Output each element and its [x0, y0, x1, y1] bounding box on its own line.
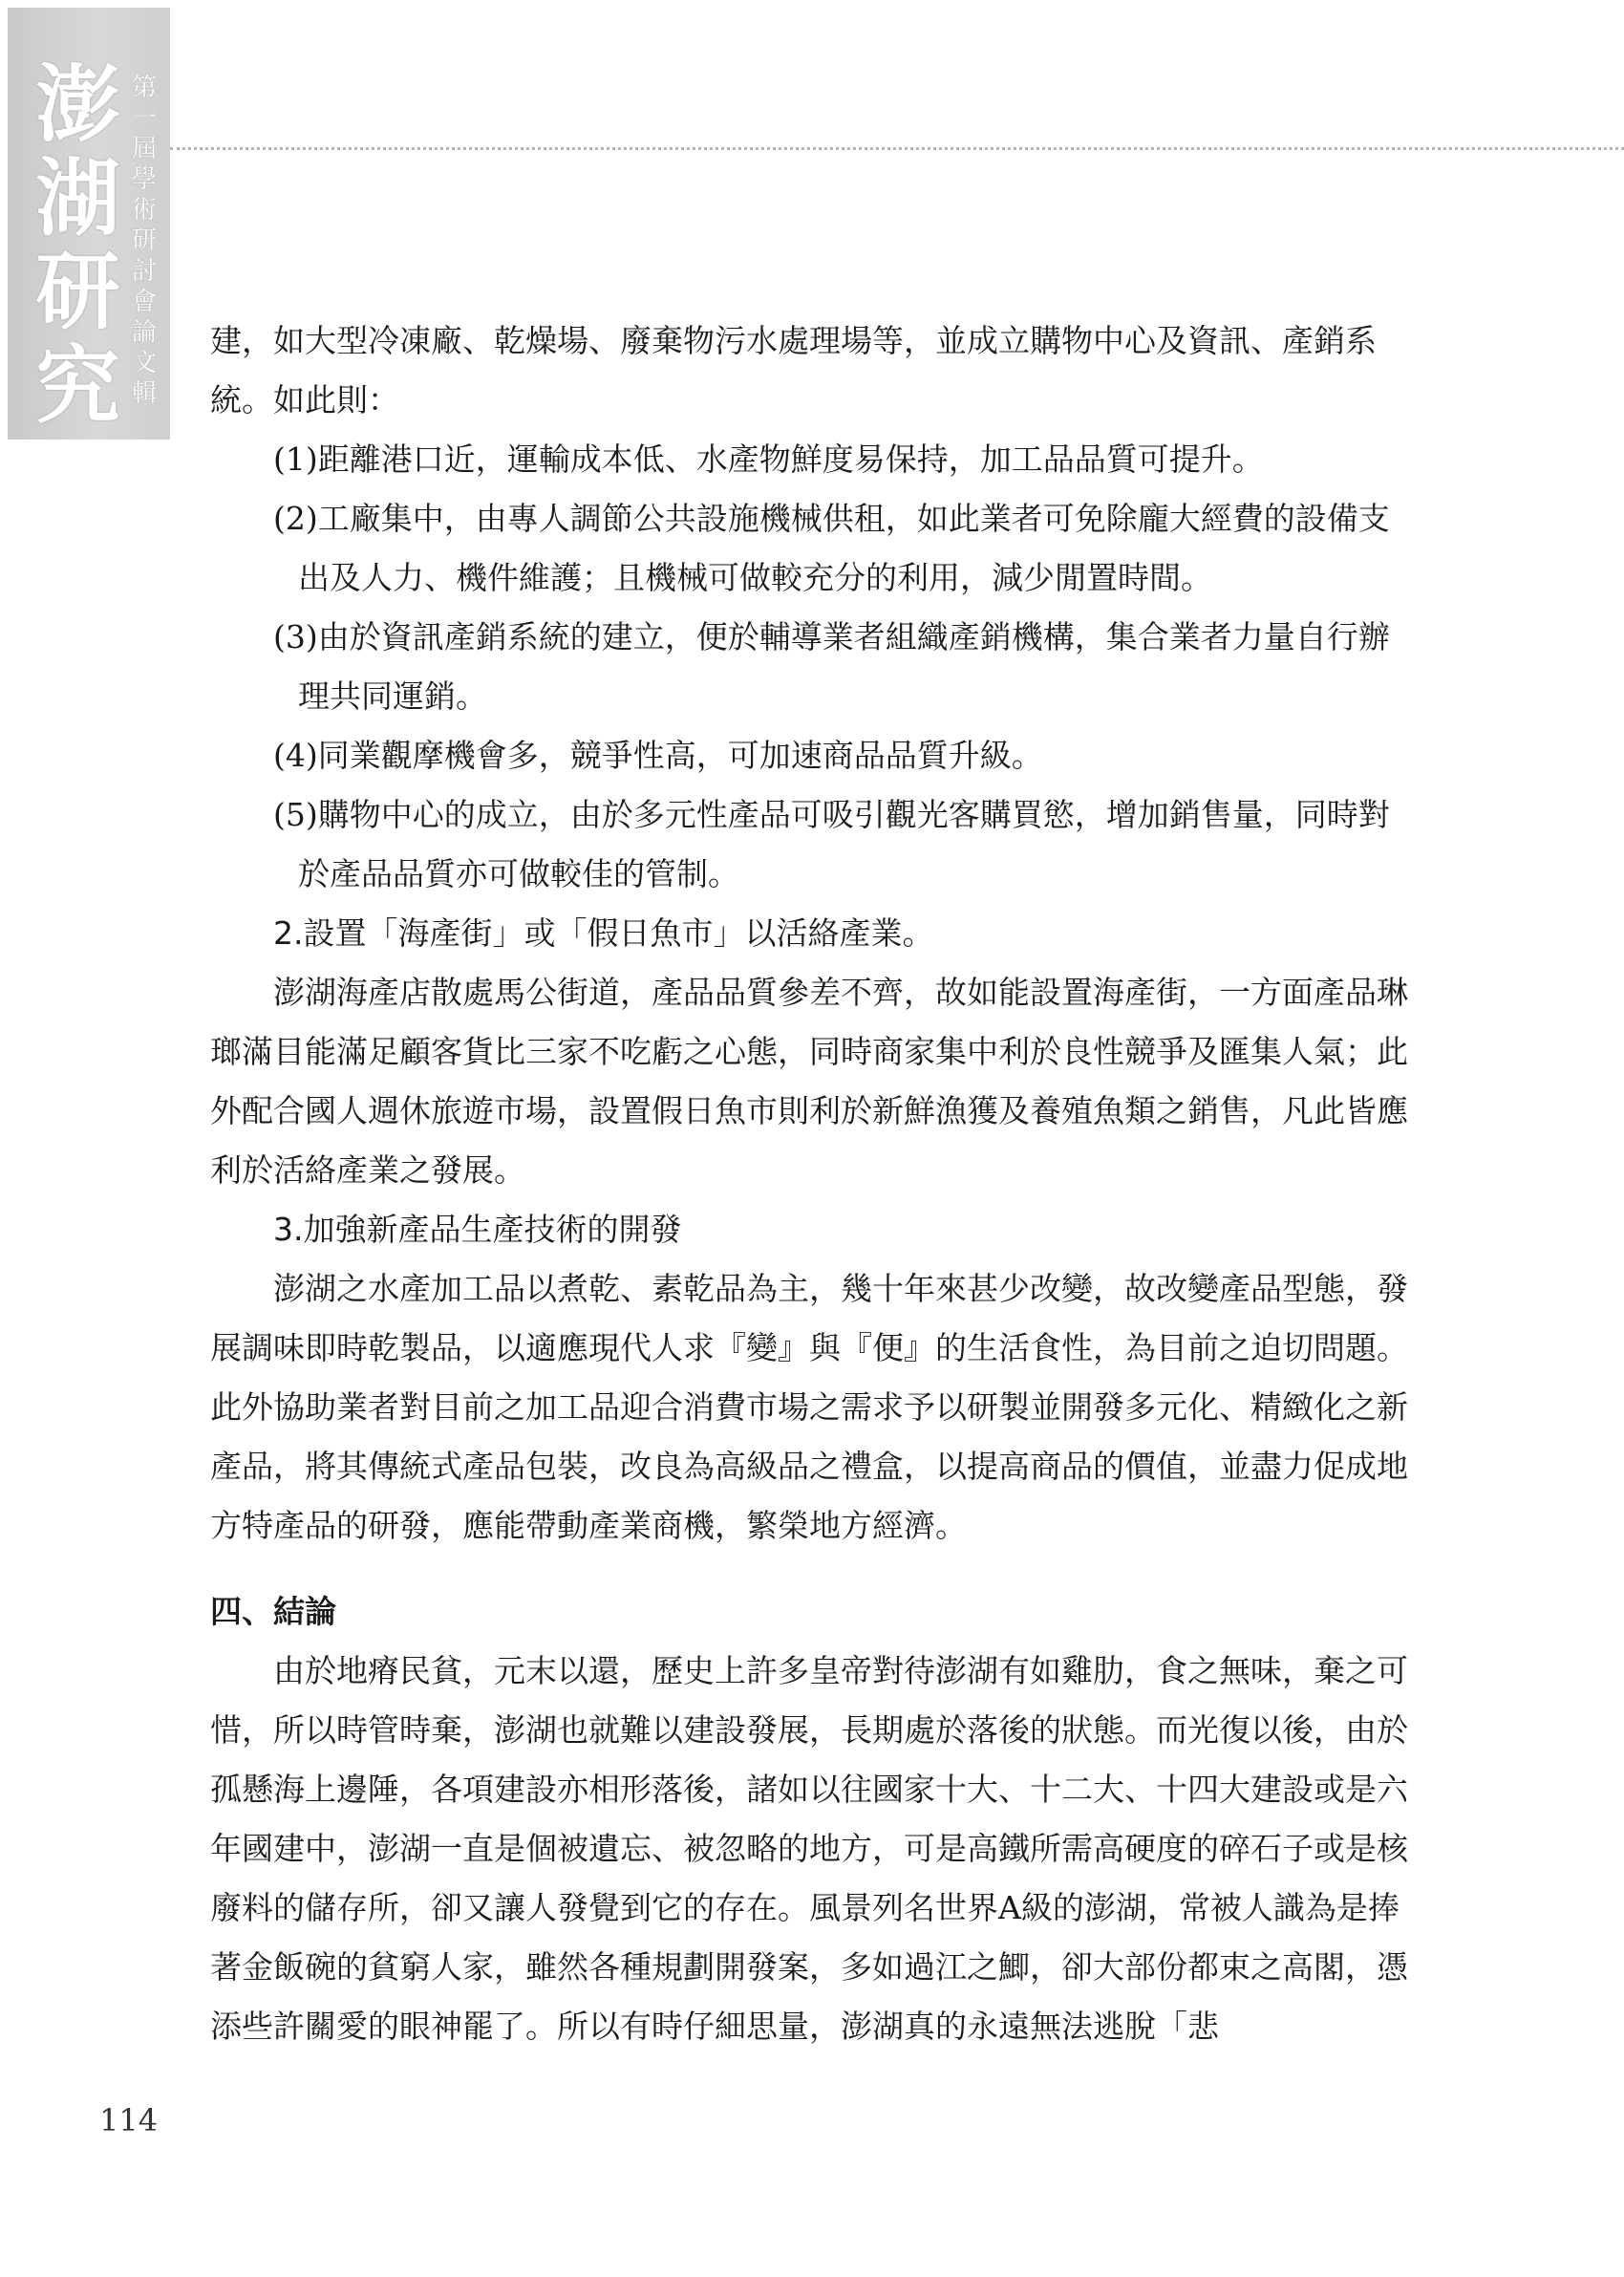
list-item: (3)由於資訊產銷系統的建立，便於輔導業者組織產銷機構，集合業者力量自行辦理共同運銷。: [273, 618, 1390, 715]
page-number: 114: [99, 2102, 159, 2138]
list-item: (1)距離港口近，運輸成本低、水產物鮮度易保持，加工品品質可提升。: [273, 440, 1264, 478]
journal-subtitle: 第一屆學術研討會論文輯: [131, 74, 157, 408]
subheading-3: 3.加強新產品生產技術的開發: [273, 1211, 682, 1248]
section-heading-conclusion: 四、結論: [210, 1593, 336, 1630]
paragraph-conclusion: 由於地瘠民貧，元末以還，歷史上許多皇帝對待澎湖有如雞肋，食之無味，棄之可惜，所以時管時棄，澎湖也就難以建設發展，長期處於落後的狀態。而光復以後，由於孤懸海上邊陲，各項建設亦相形落後，諸如以往國家十大、十二大、十四大建設或是六年國建中，澎湖一直是個被遺忘、被忽略的地方，可是高鐵所需高硬度的碎石子或是核廢料的儲存所，卻又讓人發覺到它的存在。風景列名世界A級的澎湖，常被人識為是捧著金飯碗的貧窮人家，雖然各種規劃開發案，多如過江之鯽，卻大部份都束之高閣，憑添些許關愛的眼神罷了。所以有時仔細思量，澎湖真的永遠無法逃脫「悲: [210, 1652, 1408, 2045]
paragraph-3: 澎湖之水產加工品以煮乾、素乾品為主，幾十年來甚少改變，故改變產品型態，發展調味即時乾製品，以適應現代人求『變』與『便』的生活食性，為目前之迫切問題。此外協助業者對目前之加工品迎合消費市場之需求予以研製並開發多元化、精緻化之新產品，將其傳統式產品包裝，改良為高級品之禮盒，以提高商品的價值，並盡力促成地方特產品的研發，應能帶動產業商機，繁榮地方經濟。: [210, 1270, 1408, 1544]
intro-paragraph: 建，如大型冷凍廠、乾燥場、廢棄物污水處理場等，並成立購物中心及資訊、產銷系統。如此則：: [210, 322, 1377, 419]
subheading-2: 2.設置「海產街」或「假日魚市」以活絡產業。: [273, 914, 934, 952]
journal-title: 澎湖研究: [35, 54, 120, 435]
benefit-list: [210, 430, 1419, 904]
list-item: (4)同業觀摩機會多，競爭性高，可加速商品品質升級。: [273, 737, 1043, 774]
header-dotted-rule: [170, 147, 1624, 150]
list-item: (5)購物中心的成立，由於多元性產品可吸引觀光客購買慾，增加銷售量，同時對於產品品質亦可做較佳的管制。: [273, 796, 1390, 892]
page-body: [210, 311, 1419, 2056]
paragraph-2: 澎湖海產店散處馬公街道，產品品質參差不齊，故如能設置海產街，一方面產品琳瑯滿目能滿足顧客貨比三家不吃虧之心態，同時商家集中利於良性競爭及匯集人氣；此外配合國人週休旅遊市場，設置假日魚市則利於新鮮漁獲及養殖魚類之銷售，凡此皆應利於活絡產業之發展。: [210, 974, 1408, 1189]
list-item: (2)工廠集中，由專人調節公共設施機械供租，如此業者可免除龐大經費的設備支出及人力、機件維護；且機械可做較充分的利用，減少閒置時間。: [273, 500, 1390, 596]
